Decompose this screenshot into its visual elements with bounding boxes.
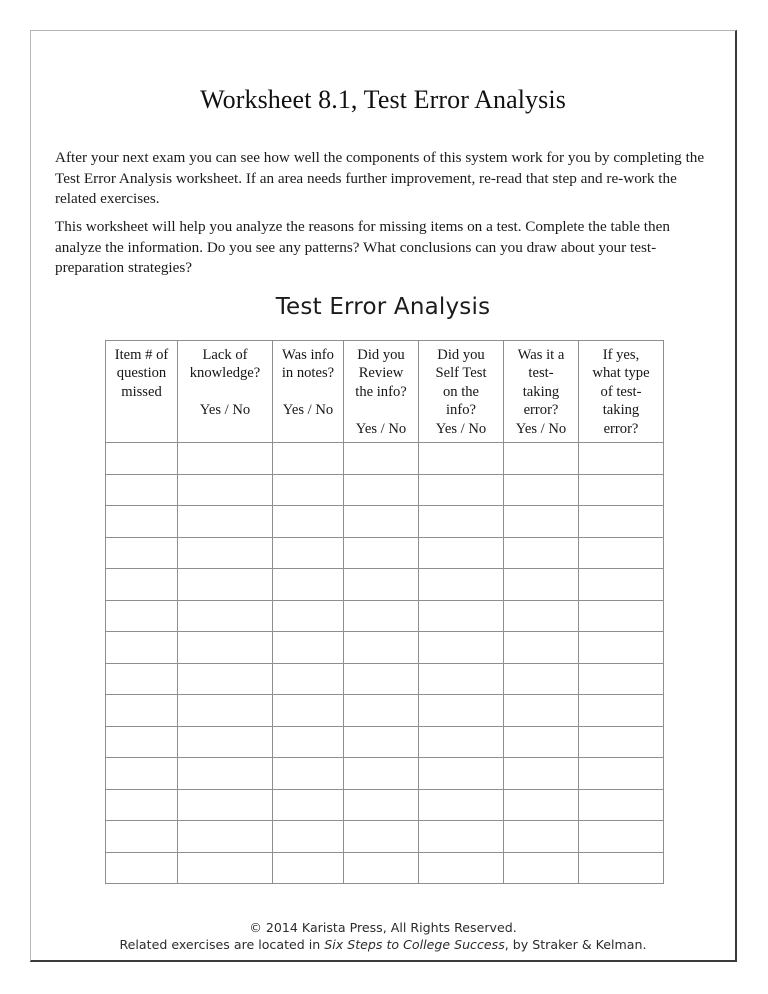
table-heading: Test Error Analysis: [275, 294, 491, 320]
table-row[interactable]: [106, 789, 664, 821]
header-line: knowledge?: [189, 365, 261, 382]
table-cell-blank[interactable]: [579, 537, 664, 569]
table-cell-blank[interactable]: [178, 852, 273, 884]
table-cell-blank[interactable]: [273, 695, 344, 727]
table-row[interactable]: [106, 600, 664, 632]
header-line: taking: [522, 383, 560, 400]
header-line: Was it a: [517, 347, 565, 363]
table-cell-blank[interactable]: [419, 789, 504, 821]
table-cell-blank[interactable]: [178, 663, 273, 695]
table-cell-blank[interactable]: [106, 789, 178, 821]
table-cell-blank[interactable]: [504, 852, 579, 884]
table-cell-blank[interactable]: [273, 758, 344, 790]
footer-attribution-prefix: Related exercises are located in: [119, 937, 325, 952]
table-row[interactable]: [106, 758, 664, 790]
table-cell-blank[interactable]: [579, 443, 664, 475]
header-yesno: Yes / No: [199, 402, 251, 419]
table-cell-blank[interactable]: [344, 663, 419, 695]
header-line: Did you: [357, 347, 405, 363]
page-footer: [31, 919, 735, 953]
table-cell-blank[interactable]: [344, 695, 419, 727]
table-cell-blank[interactable]: [344, 600, 419, 632]
table-cell-blank[interactable]: [504, 821, 579, 853]
header-line: Self Test: [435, 365, 487, 382]
table-cell-blank[interactable]: [106, 758, 178, 790]
table-cell-blank[interactable]: [178, 474, 273, 506]
header-line: on the: [442, 383, 480, 400]
header-line: info?: [446, 402, 476, 419]
table-cell-blank[interactable]: [419, 695, 504, 727]
table-cell-blank[interactable]: [106, 506, 178, 538]
table-cell-blank[interactable]: [419, 537, 504, 569]
table-cell-blank[interactable]: [178, 506, 273, 538]
table-cell-blank[interactable]: [273, 852, 344, 884]
intro-paragraph-1-container: [55, 148, 716, 210]
table-cell-blank[interactable]: [178, 537, 273, 569]
table-row[interactable]: [106, 852, 664, 884]
table-cell-blank[interactable]: [178, 758, 273, 790]
table-header: [106, 341, 664, 443]
table-cell-blank[interactable]: [273, 663, 344, 695]
table-cell-blank[interactable]: [504, 506, 579, 538]
table-cell-blank[interactable]: [504, 443, 579, 475]
table-cell-blank[interactable]: [579, 600, 664, 632]
table-cell-blank[interactable]: [273, 474, 344, 506]
table-row[interactable]: [106, 821, 664, 853]
header-line: the info?: [355, 383, 407, 400]
table-cell-blank[interactable]: [419, 506, 504, 538]
table-cell-blank[interactable]: [106, 569, 178, 601]
table-cell-blank[interactable]: [178, 632, 273, 664]
column-header-was-it-test-taking-error: [504, 341, 579, 443]
table-row[interactable]: [106, 506, 664, 538]
table-cell-blank[interactable]: [106, 600, 178, 632]
table-cell-blank[interactable]: [106, 443, 178, 475]
footer-attribution-suffix: , by Straker & Kelman.: [504, 937, 647, 952]
column-header-lack-of-knowledge: [178, 341, 273, 443]
table-cell-blank[interactable]: [344, 726, 419, 758]
table-cell-blank[interactable]: [344, 852, 419, 884]
table-cell-blank[interactable]: [504, 726, 579, 758]
table-cell-blank[interactable]: [504, 758, 579, 790]
page-content-area: [31, 31, 735, 960]
header-line: Lack of: [202, 347, 248, 363]
header-line: in notes?: [281, 365, 335, 382]
table-cell-blank[interactable]: [344, 758, 419, 790]
header-line: error?: [523, 402, 559, 419]
table-cell-blank[interactable]: [579, 789, 664, 821]
table-cell-blank[interactable]: [419, 758, 504, 790]
table-cell-blank[interactable]: [504, 632, 579, 664]
table-cell-blank[interactable]: [273, 537, 344, 569]
header-line: missed: [121, 383, 162, 400]
table-cell-blank[interactable]: [419, 632, 504, 664]
header-line: Item # of: [114, 347, 169, 363]
table-row[interactable]: [106, 537, 664, 569]
header-yesno: Yes / No: [435, 420, 487, 437]
intro-paragraph-2: This worksheet will help you analyze the reasons for missing items on a test. Complete the table then analyze the information. Do you see any patterns? What conclusions can you draw about your test-preparation strategies?: [55, 218, 670, 276]
table-cell-blank[interactable]: [273, 569, 344, 601]
table-cell-blank[interactable]: [178, 600, 273, 632]
table-cell-blank[interactable]: [273, 726, 344, 758]
column-header-did-you-self-test: [419, 341, 504, 443]
table-cell-blank[interactable]: [178, 821, 273, 853]
table-cell-blank[interactable]: [419, 569, 504, 601]
table-cell-blank[interactable]: [344, 632, 419, 664]
intro-paragraph-2-container: [55, 217, 716, 279]
header-line: error?: [603, 420, 639, 437]
table-cell-blank[interactable]: [504, 537, 579, 569]
table-cell-blank[interactable]: [178, 695, 273, 727]
footer-attribution: [31, 936, 735, 953]
table-cell-blank[interactable]: [106, 695, 178, 727]
table-cell-blank[interactable]: [273, 506, 344, 538]
table-cell-blank[interactable]: [419, 474, 504, 506]
table-cell-blank[interactable]: [106, 726, 178, 758]
table-row[interactable]: [106, 663, 664, 695]
table-cell-blank[interactable]: [178, 789, 273, 821]
table-cell-blank[interactable]: [579, 632, 664, 664]
header-line: taking: [602, 402, 640, 419]
header-yesno: Yes / No: [355, 420, 407, 437]
column-header-item-number: [106, 341, 178, 443]
table-cell-blank[interactable]: [106, 474, 178, 506]
header-yesno: Yes / No: [515, 420, 567, 437]
header-line: of test-: [600, 383, 642, 400]
table-cell-blank[interactable]: [579, 758, 664, 790]
worksheet-page: [30, 30, 737, 962]
table-cell-blank[interactable]: [579, 726, 664, 758]
table-cell-blank[interactable]: [579, 506, 664, 538]
header-line: Did you: [437, 347, 485, 363]
table-cell-blank[interactable]: [106, 852, 178, 884]
table-row[interactable]: [106, 474, 664, 506]
table-body: [106, 443, 664, 884]
table-cell-blank[interactable]: [273, 443, 344, 475]
header-line: Was info: [282, 347, 334, 363]
table-cell-blank[interactable]: [579, 852, 664, 884]
table-row[interactable]: [106, 726, 664, 758]
table-cell-blank[interactable]: [344, 569, 419, 601]
header-line: Review: [358, 365, 404, 382]
table-cell-blank[interactable]: [106, 632, 178, 664]
table-cell-blank[interactable]: [178, 569, 273, 601]
header-line: If yes,: [602, 347, 640, 363]
table-cell-blank[interactable]: [106, 663, 178, 695]
table-cell-blank[interactable]: [344, 537, 419, 569]
table-cell-blank[interactable]: [504, 789, 579, 821]
table-cell-blank[interactable]: [579, 474, 664, 506]
table-cell-blank[interactable]: [273, 789, 344, 821]
header-yesno: Yes / No: [282, 402, 334, 419]
table-row[interactable]: [106, 443, 664, 475]
footer-copyright: © 2014 Karista Press, All Rights Reserved.: [249, 920, 517, 935]
table-cell-blank[interactable]: [344, 474, 419, 506]
column-header-did-you-review: [344, 341, 419, 443]
column-header-what-type-of-error: [579, 341, 664, 443]
table-row[interactable]: [106, 695, 664, 727]
header-spacer: [347, 401, 415, 419]
table-cell-blank[interactable]: [419, 726, 504, 758]
table-cell-blank[interactable]: [419, 443, 504, 475]
test-error-analysis-table: [105, 340, 664, 884]
header-line: test-: [528, 365, 554, 382]
table-cell-blank[interactable]: [344, 506, 419, 538]
footer-book-title: Six Steps to College Success: [324, 937, 505, 952]
table-cell-blank[interactable]: [106, 537, 178, 569]
table-cell-blank[interactable]: [504, 695, 579, 727]
table-header-row: [106, 341, 664, 443]
table-cell-blank[interactable]: [106, 821, 178, 853]
table-cell-blank[interactable]: [273, 632, 344, 664]
table-cell-blank[interactable]: [504, 569, 579, 601]
header-line: question: [116, 365, 167, 382]
table-cell-blank[interactable]: [178, 443, 273, 475]
table-cell-blank[interactable]: [273, 821, 344, 853]
table-cell-blank[interactable]: [579, 569, 664, 601]
table-cell-blank[interactable]: [579, 695, 664, 727]
table-cell-blank[interactable]: [419, 821, 504, 853]
table-cell-blank[interactable]: [178, 726, 273, 758]
intro-paragraph-1: After your next exam you can see how well the components of this system work for you by completing the Test Error Analysis worksheet. If an area needs further improvement, re-read that step and re-work the related exercises.: [55, 149, 705, 207]
table-row[interactable]: [106, 632, 664, 664]
table-cell-blank[interactable]: [579, 821, 664, 853]
table-cell-blank[interactable]: [344, 789, 419, 821]
table-cell-blank[interactable]: [504, 474, 579, 506]
table-cell-blank[interactable]: [419, 852, 504, 884]
table-cell-blank[interactable]: [419, 663, 504, 695]
table-cell-blank[interactable]: [419, 600, 504, 632]
table-row[interactable]: [106, 569, 664, 601]
table-cell-blank[interactable]: [344, 443, 419, 475]
header-line: what type: [592, 365, 650, 382]
header-spacer: [276, 383, 340, 401]
table-cell-blank[interactable]: [344, 821, 419, 853]
table-cell-blank[interactable]: [273, 600, 344, 632]
table-cell-blank[interactable]: [504, 600, 579, 632]
column-header-was-info-in-notes: [273, 341, 344, 443]
table-cell-blank[interactable]: [579, 663, 664, 695]
page-title: Worksheet 8.1, Test Error Analysis: [200, 85, 566, 114]
header-spacer: [181, 383, 269, 401]
table-cell-blank[interactable]: [504, 663, 579, 695]
